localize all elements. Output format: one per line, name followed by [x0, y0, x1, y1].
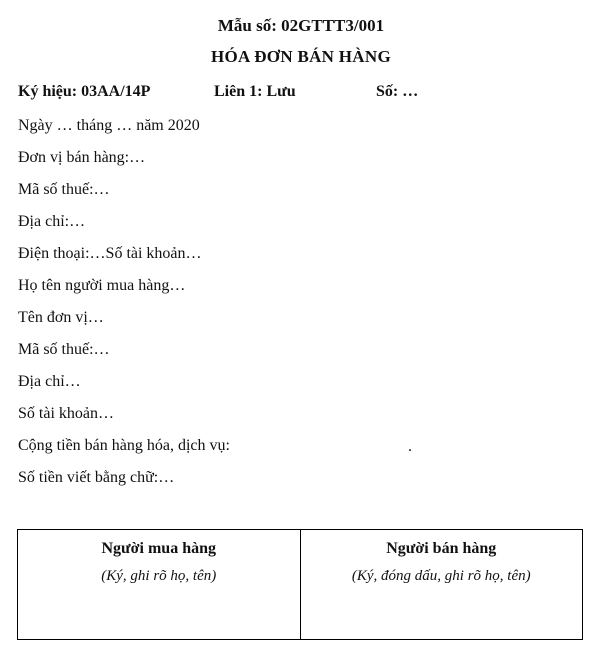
buyer-address: Địa chỉ…	[18, 373, 81, 390]
seller-address: Địa chỉ:…	[18, 213, 86, 230]
form-number: Mẫu số: 02GTTT3/001	[217, 16, 385, 35]
total-value-mark: .	[408, 438, 412, 455]
buyer-signature-cell	[18, 530, 300, 639]
seller-signature-title: Người bán hàng	[386, 540, 497, 557]
invoice-title: HÓA ĐƠN BÁN HÀNG	[210, 47, 391, 66]
seller-phone-account: Điện thoại:…Số tài khoản…	[18, 245, 202, 262]
total-goods-services: Cộng tiền bán hàng hóa, dịch vụ:	[18, 437, 230, 454]
seller-unit: Đơn vị bán hàng:…	[18, 149, 146, 166]
invoice-copy: Liên 1: Lưu	[214, 83, 296, 100]
buyer-signature-title: Người mua hàng	[101, 540, 216, 557]
buyer-account: Số tài khoản…	[18, 405, 114, 422]
seller-tax-code: Mã số thuế:…	[18, 181, 110, 198]
seller-signature-cell	[300, 530, 583, 639]
invoice-number: Số: …	[376, 83, 419, 100]
buyer-unit: Tên đơn vị…	[18, 309, 104, 326]
signature-table	[17, 529, 583, 640]
buyer-signature-note: (Ký, ghi rõ họ, tên)	[101, 568, 217, 584]
buyer-tax-code: Mã số thuế:…	[18, 341, 110, 358]
invoice-date: Ngày … tháng … năm 2020	[18, 117, 200, 134]
amount-in-words: Số tiền viết bằng chữ:…	[18, 469, 175, 486]
buyer-name: Họ tên người mua hàng…	[18, 277, 186, 294]
invoice-symbol: Ký hiệu: 03AA/14P	[18, 83, 151, 100]
seller-signature-note: (Ký, đóng dấu, ghi rõ họ, tên)	[351, 568, 531, 584]
